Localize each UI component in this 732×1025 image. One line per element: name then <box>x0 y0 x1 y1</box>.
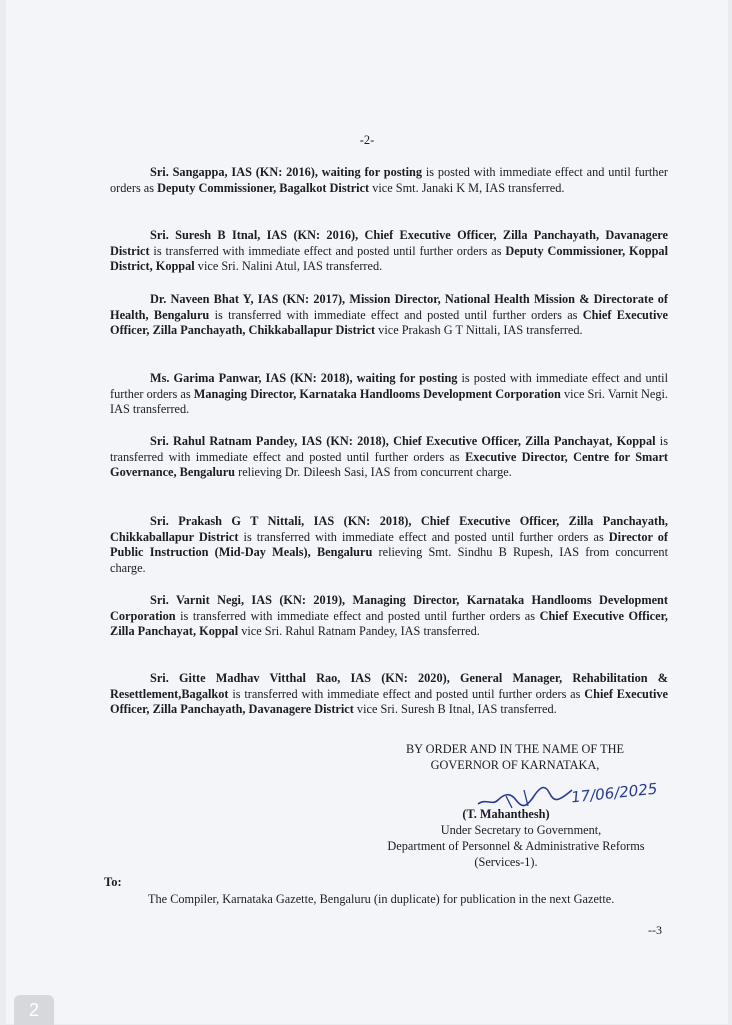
bold-text-run: Sri. Rahul Ratnam Pandey, IAS (KN: 2018), Chief Executive Officer, Zilla Panchayat, Koppal <box>150 434 656 448</box>
text-run: relieving Dr. Dileesh Sasi, IAS from concurrent charge. <box>235 465 512 480</box>
bold-text-run: Dr. Naveen Bhat Y, IAS (KN: 2017), Mission Director, National Health Mission & Directorate of Health, Bengaluru <box>110 292 668 322</box>
order-paragraph-3 <box>110 292 668 339</box>
bold-text-run: Ms. Garima Panwar, IAS (KN: 2018), waiting for posting <box>150 371 458 385</box>
signatory-name: (T. Mahanthesh) <box>462 807 550 821</box>
text-run: vice Sri. Suresh B Itnal, IAS transferred. <box>353 702 557 717</box>
order-paragraph-2 <box>110 228 668 275</box>
order-line-1: BY ORDER AND IN THE NAME OF THE <box>405 742 625 756</box>
bold-text-run: Director of Public Instruction (Mid-Day Meals), Bengaluru <box>110 529 669 560</box>
continuation-marker: --3 <box>648 923 662 937</box>
order-paragraph-4 <box>110 371 668 418</box>
bold-text-run: Deputy Commissioner, Koppal District, Koppal <box>110 243 668 274</box>
signatory-title: Under Secretary to Government, <box>440 823 602 837</box>
document-page <box>6 0 728 1024</box>
text-run: is transferred with immediate effect and posted until further orders as <box>110 434 668 464</box>
order-paragraph-1 <box>110 165 668 196</box>
bold-text-run: Sri. Varnit Negi, IAS (KN: 2019), Managing Director, Karnataka Handlooms Development Corporation <box>110 593 668 623</box>
text-run: relieving Smt. Sindhu B Rupesh, IAS from concurrent charge. <box>110 545 668 575</box>
order-paragraph-7 <box>110 593 668 640</box>
text-run: is posted with immediate effect and until further orders as <box>110 371 668 401</box>
bold-text-run: Sri. Suresh B Itnal, IAS (KN: 2016), Chief Executive Officer, Zilla Panchayath, Davanagere District <box>110 228 668 258</box>
bold-text-run: Sri. Sangappa, IAS (KN: 2016), waiting for posting <box>150 165 423 179</box>
text-run: is transferred with immediate effect and posted until further orders as <box>149 243 506 258</box>
bold-text-run: Chief Executive Officer, Zilla Panchayath, Chikkaballapur District <box>110 307 669 338</box>
page-number: -2- <box>359 133 375 147</box>
to-label: To: <box>104 875 122 889</box>
department-name: Department of Personnel & Administrative Reforms <box>387 839 645 853</box>
bold-text-run: Chief Executive Officer, Zilla Panchayat, Koppal <box>110 608 668 639</box>
order-paragraph-8 <box>110 671 668 718</box>
text-run: is transferred with immediate effect and posted until further orders as <box>228 686 585 701</box>
text-run: vice Sri. Nalini Atul, IAS transferred. <box>194 259 383 274</box>
bold-text-run: Sri. Prakash G T Nittali, IAS (KN: 2018), Chief Executive Officer, Zilla Panchayath, Chikkaballapur District <box>110 514 668 544</box>
order-paragraph-6 <box>110 514 668 576</box>
text-run: is transferred with immediate effect and posted until further orders as <box>209 307 583 322</box>
recipient-text: The Compiler, Karnataka Gazette, Bengaluru (in duplicate) for publication in the next Gazette. <box>148 892 615 906</box>
bold-text-run: Executive Director, Centre for Smart Governance, Bengaluru <box>110 449 669 480</box>
text-run: vice Prakash G T Nittali, IAS transferred. <box>375 323 583 338</box>
text-run: vice Smt. Janaki K M, IAS transferred. <box>369 180 565 195</box>
text-run: vice Sri. Varnit Negi. IAS transferred. <box>110 386 668 417</box>
order-paragraph-5 <box>110 434 668 481</box>
department-unit: (Services-1). <box>474 855 538 869</box>
bold-text-run: Sri. Gitte Madhav Vitthal Rao, IAS (KN: 2020), General Manager, Rehabilitation & Resettlement,Bagalkot <box>110 671 668 701</box>
text-run: vice Sri. Rahul Ratnam Pandey, IAS transferred. <box>238 624 480 639</box>
text-run: is transferred with immediate effect and posted until further orders as <box>175 608 540 623</box>
page-badge: 2 <box>14 995 54 1025</box>
bold-text-run: Chief Executive Officer, Zilla Panchayath, Davanagere District <box>110 686 668 717</box>
bold-text-run: Managing Director, Karnataka Handlooms Development Corporation <box>193 386 561 401</box>
text-run: is transferred with immediate effect and posted until further orders as <box>238 529 609 544</box>
bold-text-run: Deputy Commissioner, Bagalkot District <box>157 180 370 195</box>
order-line-2: GOVERNOR OF KARNATAKA, <box>430 758 600 772</box>
text-run: is posted with immediate effect and until further orders as <box>110 165 668 195</box>
signature-date: 17/06/2025 <box>570 779 659 807</box>
